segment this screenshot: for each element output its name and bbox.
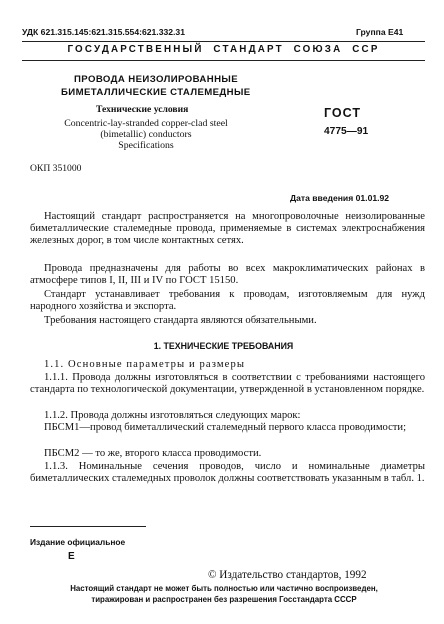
intro-paragraph-2: Провода предназначены для работы во всех макроклиматических районах в атмосфере типов I, II, III и IV по ГОСТ 15150. [30, 263, 425, 286]
gost-label: ГОСТ [324, 106, 361, 120]
paragraph-1-1-3: 1.1.3. Номинальные сечения проводов, число и номинальные диаметры биметаллических сталемедных проволок должны соответствовать указанным в табл. 1. [30, 461, 425, 484]
gost-number: 4775—91 [324, 126, 369, 137]
intro-paragraph-1: Настоящий стандарт распространяется на многопроволочные неизолированные биметаллические сталемедные провода, применяемые в системах электроснабжения железных дорог, в том числе контактных сетях. [30, 211, 425, 246]
reproduction-notice-line-1: Настоящий стандарт не может быть полностью или частично воспроизведен, [70, 584, 378, 593]
standard-banner: ГОСУДАРСТВЕННЫЙ СТАНДАРТ СОЮЗА ССР [67, 44, 380, 55]
group-code: Группа Е41 [356, 27, 404, 37]
english-title-line-2: (bimetallic) conductors [100, 129, 192, 140]
intro-paragraph-3: Стандарт устанавливает требования к проводам, изготовляемым для нужд народного хозяйства и экспорта. [30, 289, 425, 312]
header-rule-bottom [22, 60, 425, 61]
header-rule-top [22, 41, 425, 42]
title-line-2: БИМЕТАЛЛИЧЕСКИЕ СТАЛЕМЕДНЫЕ [61, 87, 251, 98]
copyright-notice: © Издательство стандартов, 1992 [208, 569, 367, 581]
grade-pbsm1: ПБСМ1—провод биметаллический сталемедный первого класса проводимости; [44, 422, 407, 433]
footer-rule-short [30, 526, 146, 527]
section-subheading: 1.1. Основные параметры и размеры [44, 359, 246, 370]
edition-label: Издание официальное [30, 537, 126, 547]
intro-date: Дата введения 01.01.92 [290, 193, 390, 203]
grade-pbsm2: ПБСМ2 — то же, второго класса проводимости. [44, 448, 262, 459]
reproduction-notice-line-2: тиражирован и распространен без разрешения Госстандарта СССР [91, 595, 357, 604]
edition-letter: Е [68, 551, 75, 562]
section-heading: 1. ТЕХНИЧЕСКИЕ ТРЕБОВАНИЯ [153, 341, 294, 351]
paragraph-1-1-1: 1.1.1. Провода должны изготовляться в соответствии с требованиями настоящего стандарта по технологической документации, утвержденной в установленном порядке. [30, 372, 425, 395]
title-subtitle: Технические условия [96, 104, 189, 115]
english-title-line-1: Concentric-lay-stranded copper-clad steel [64, 118, 228, 129]
udk-code: УДК 621.315.145:621.315.554:621.332.31 [22, 27, 185, 37]
paragraph-1-1-2: 1.1.2. Провода должны изготовляться следующих марок: [44, 410, 301, 421]
intro-paragraph-4: Требования настоящего стандарта являются обязательными. [44, 315, 317, 326]
okp-code: ОКП 351000 [30, 163, 82, 174]
title-line-1: ПРОВОДА НЕИЗОЛИРОВАННЫЕ [74, 74, 239, 85]
english-title-line-3: Specifications [118, 140, 174, 151]
